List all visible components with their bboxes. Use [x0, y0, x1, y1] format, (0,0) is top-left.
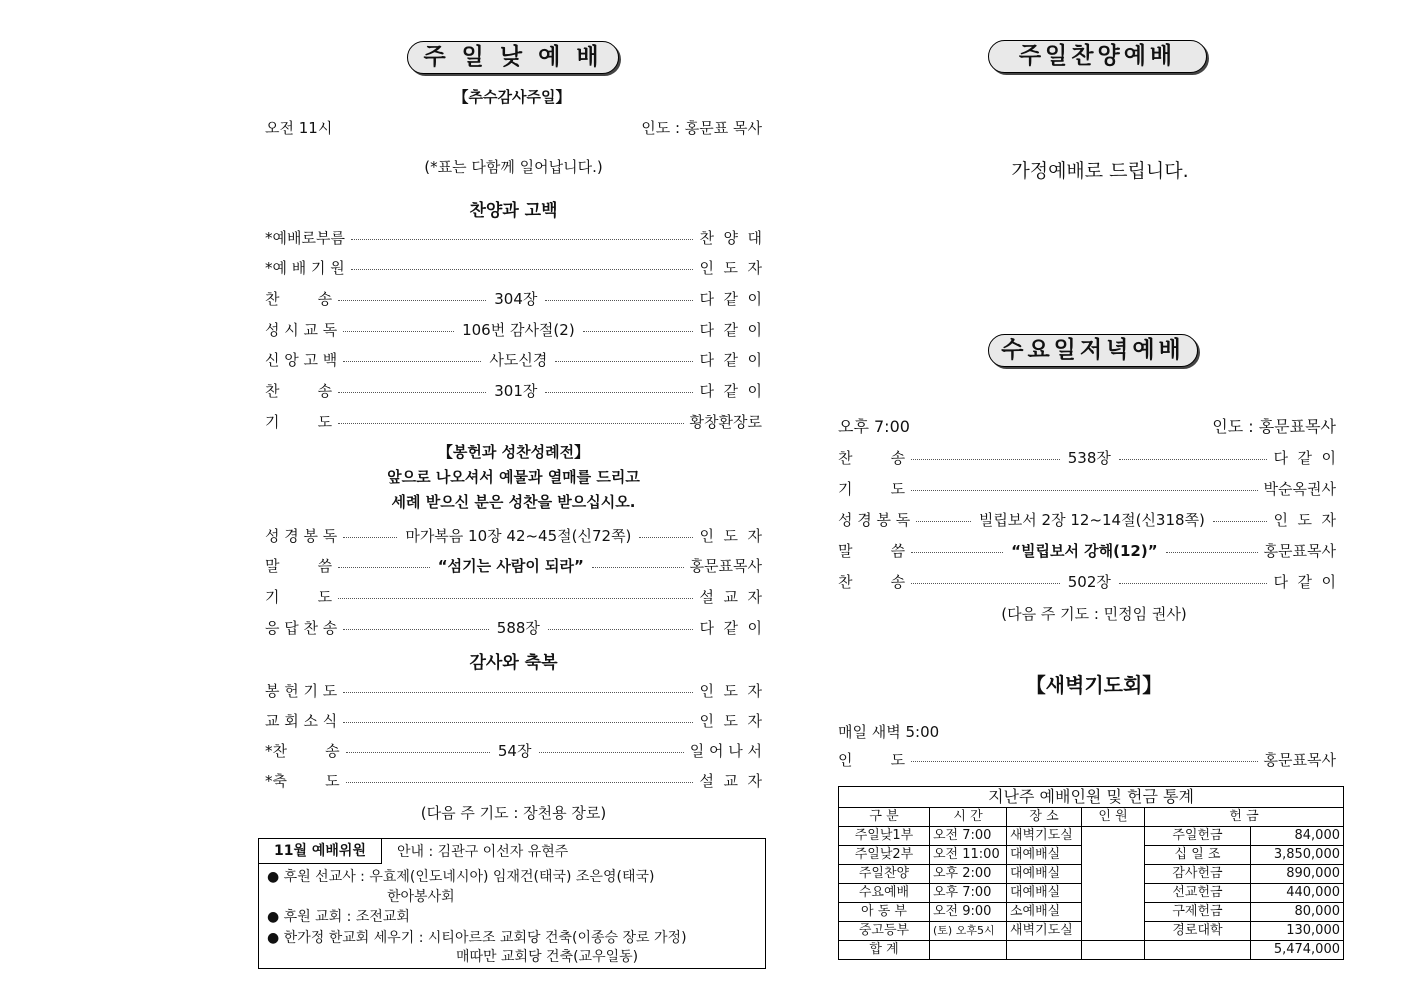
order-wed-item: [838, 508, 1336, 530]
order-thanks-label: *축 도: [265, 772, 340, 791]
order-wed-label: 기 도: [838, 479, 906, 498]
order-offering-content: 588장: [496, 618, 540, 637]
order-offering-item: [265, 555, 762, 577]
leader-dots: [338, 423, 683, 424]
mission-line-4: ● 한가정 한교회 세우기 : 시티아르조 교회당 건축(이종승 장로 가정): [267, 930, 687, 946]
order-praise-label: 기 도: [265, 412, 333, 431]
order-wed-item: [838, 477, 1336, 499]
order-wed-label: 성 경 봉 독: [838, 510, 911, 529]
order-offering-label: 말 씀: [265, 557, 333, 576]
stats-cell: 구제헌금: [1145, 903, 1251, 922]
order-thanks-item: [265, 679, 762, 701]
stats-cell: 선교헌금: [1145, 884, 1251, 903]
stats-cell: 80,000: [1251, 903, 1344, 922]
order-offering-label: 기 도: [265, 587, 333, 606]
committee-box: [258, 838, 766, 969]
stats-cell: [1082, 941, 1145, 960]
order-praise-person: 다 같 이: [699, 289, 763, 308]
order-offering-item: [265, 616, 762, 638]
section-praise-confession: 찬양과 고백: [469, 201, 558, 221]
leader-dots: [911, 490, 1257, 491]
order-praise-person: 찬 양 대: [699, 228, 762, 247]
order-praise-item: [265, 318, 762, 340]
order-wed-content: 538장: [1067, 448, 1111, 467]
stats-cell: 중고등부: [839, 922, 930, 941]
order-wed-label: 말 씀: [838, 542, 906, 561]
order-praise-item: [265, 226, 762, 248]
stats-cell: 대예배실: [1007, 865, 1082, 884]
order-offering-person: 설 교 자: [699, 587, 762, 606]
order-thanks-label: 교 회 소 식: [265, 711, 338, 730]
leader-dots: [1119, 583, 1268, 584]
order-praise-content: 304장: [494, 289, 538, 308]
service-time: 오전 11시: [265, 119, 333, 137]
order-thanks-label: 봉 헌 기 도: [265, 681, 338, 700]
wed-leader: 인도 : 홍문표목사: [1212, 417, 1336, 436]
stats-cell: 십 일 조: [1145, 846, 1251, 865]
order-praise-content: 106번 감사절(2): [462, 320, 575, 339]
leader-dots: [338, 300, 486, 301]
stats-cell: 오전 7:00: [930, 827, 1007, 846]
order-praise-person: 황창환장로: [689, 412, 762, 431]
leader-dots: [1119, 459, 1268, 460]
stats-cell: [930, 941, 1007, 960]
order-offering-person: 다 같 이: [699, 618, 762, 637]
stats-cell: 130,000: [1251, 922, 1344, 941]
committee-label: 11월 예배위원: [259, 839, 382, 864]
sunday-service-title: 주 일 낮 예 배: [407, 41, 619, 74]
order-wed-content: 빌립보서 2장 12~14절(신318쪽): [978, 510, 1205, 529]
leader-dots: [343, 331, 454, 332]
dawn-leader-label: 인 도: [838, 750, 906, 769]
order-offering-content: 마가복음 10장 42~45절(신72쪽): [405, 526, 632, 545]
order-praise-person: 다 같 이: [699, 320, 763, 339]
leader-dots: [555, 361, 693, 362]
order-praise-item: [265, 380, 762, 402]
order-thanks-person: 설 교 자: [699, 772, 762, 791]
leader-dots: [545, 392, 693, 393]
leader-dots: [338, 598, 693, 599]
order-praise-person: 인 도 자: [699, 259, 762, 278]
leader-dots: [548, 629, 694, 630]
stats-cell: 3,850,000: [1251, 846, 1344, 865]
order-wed-label: 찬 송: [838, 448, 906, 467]
dawn-prayer-title: 【새벽기도회】: [1025, 673, 1163, 697]
stats-cell: 대예배실: [1007, 884, 1082, 903]
leader-dots: [592, 567, 684, 568]
stats-cell: 감사헌금: [1145, 865, 1251, 884]
stats-row: [839, 941, 1344, 960]
order-wed-item: [838, 446, 1336, 468]
stats-cell: [1145, 941, 1251, 960]
order-wed-person: 홍문표목사: [1263, 542, 1337, 561]
stats-title: 지난주 예배인원 및 헌금 통계: [839, 787, 1344, 808]
committee-guide: 안내 : 김관구 이선자 유현주: [397, 844, 569, 860]
dawn-time: 매일 새벽 5:00: [838, 723, 940, 741]
order-thanks-item: [265, 709, 762, 731]
order-wed-person: 박순옥권사: [1263, 479, 1336, 498]
stats-cell: 수요예배: [839, 884, 930, 903]
leader-dots: [916, 521, 971, 522]
stats-header-row: [839, 808, 1344, 827]
order-praise-label: 성 시 교 독: [265, 320, 338, 339]
order-thanks-person: 인 도 자: [699, 681, 762, 700]
order-praise-item: [265, 349, 762, 371]
leader-dots: [1213, 521, 1268, 522]
order-offering-label: 응 답 찬 송: [265, 618, 338, 637]
service-subtitle: 【추수감사주일】: [453, 88, 571, 106]
order-praise-item: [265, 410, 762, 432]
leader-dots: [338, 392, 486, 393]
praise-service-note: 가정예배로 드립니다.: [1011, 160, 1189, 182]
order-thanks-person: 인 도 자: [699, 711, 762, 730]
mission-line-1: ● 후원 선교사 : 우효제(인도네시아) 임재건(태국) 조은영(태국): [267, 869, 655, 885]
order-praise-item: [265, 257, 762, 279]
wed-time: 오후 7:00: [838, 417, 910, 436]
order-praise-label: 찬 송: [265, 289, 333, 308]
order-thanks-item: [265, 740, 762, 762]
service-leader: 인도 : 홍문표 목사: [641, 119, 762, 137]
stats-cell: 주일낮2부: [839, 846, 930, 865]
offering-instruction-1: 앞으로 나오셔서 예물과 열매를 드리고: [387, 468, 640, 486]
stats-cell: 오후 2:00: [930, 865, 1007, 884]
order-wed-person: 인 도 자: [1273, 510, 1337, 529]
order-wed-item: [838, 540, 1336, 562]
stats-cell: 주일헌금: [1145, 827, 1251, 846]
stats-cell: (토) 오후5시: [930, 922, 1007, 941]
order-praise-person: 다 같 이: [699, 351, 762, 370]
stats-cell: 84,000: [1251, 827, 1344, 846]
order-thanks-content: 54장: [497, 742, 532, 761]
order-praise-person: 다 같 이: [699, 382, 763, 400]
order-wed-item: [838, 571, 1336, 593]
stats-cell: 오전 11:00: [930, 846, 1007, 865]
leader-dots: [338, 567, 430, 568]
stats-table: [838, 786, 1344, 960]
stats-row: [839, 827, 1344, 846]
stats-cell: 경로대학: [1145, 922, 1251, 941]
stand-note: (*표는 다함께 일어납니다.): [424, 158, 603, 176]
leader-dots: [539, 752, 683, 753]
stats-cell: [1007, 941, 1082, 960]
mission-line-3: ● 후원 교회 : 조전교회: [267, 909, 410, 925]
order-wed-person: 다 같 이: [1273, 573, 1337, 592]
order-wed-person: 다 같 이: [1273, 448, 1337, 467]
next-week-prayer: (다음 주 기도 : 장천용 장로): [420, 804, 607, 822]
leader-dots: [343, 692, 693, 693]
order-offering-content: “섬기는 사람이 되라”: [437, 557, 584, 576]
header-category: 구 분: [839, 808, 930, 827]
service-time-row: [265, 117, 762, 138]
order-thanks-item: [265, 770, 762, 792]
offering-instruction-2: 세례 받으신 분은 성찬을 받으십시오.: [391, 493, 636, 511]
order-thanks-person: 일 어 나 서: [689, 742, 762, 761]
order-wed-content: 502장: [1067, 573, 1111, 592]
leader-dots: [911, 583, 1060, 584]
stats-cell: 주일찬양: [839, 865, 930, 884]
header-attendance: 인 원: [1082, 808, 1145, 827]
wed-next-prayer: (다음 주 기도 : 민정임 권사): [1001, 605, 1187, 623]
leader-dots: [343, 361, 481, 362]
order-praise-label: *예배로부름: [265, 228, 345, 247]
header-time: 시 간: [930, 808, 1007, 827]
leader-dots: [346, 782, 694, 783]
stats-cell: 소예배실: [1007, 903, 1082, 922]
stats-cell: 대예배실: [1007, 846, 1082, 865]
order-offering-person: 홍문표목사: [689, 557, 763, 576]
order-offering-item: [265, 524, 762, 546]
leader-dots: [639, 537, 693, 538]
order-thanks-label: *찬 송: [265, 742, 340, 761]
leader-dots: [911, 761, 1257, 762]
order-praise-content: 사도신경: [489, 351, 548, 370]
order-praise-label: *예 배 기 원: [265, 259, 345, 278]
leader-dots: [351, 239, 694, 240]
mission-line-5: 매따만 교회당 건축(교우일동): [456, 949, 639, 965]
dawn-leader-name: 홍문표목사: [1263, 750, 1336, 769]
wednesday-service-title: 수요일저녁예배: [988, 334, 1198, 367]
dawn-leader-row: [838, 748, 1336, 770]
order-praise-item: [265, 287, 762, 309]
leader-dots: [911, 552, 1003, 553]
stats-cell: 합 계: [839, 941, 930, 960]
order-praise-label: 신 앙 고 백: [265, 351, 338, 370]
order-offering-label: 성 경 봉 독: [265, 526, 338, 545]
order-praise-label: 찬 송: [265, 382, 333, 400]
stats-cell: 새벽기도실: [1007, 922, 1082, 941]
stats-cell: 890,000: [1251, 865, 1344, 884]
leader-dots: [545, 300, 693, 301]
stats-cell: 오후 7:00: [930, 884, 1007, 903]
mission-line-2: 한아봉사회: [387, 889, 455, 905]
leader-dots: [343, 722, 693, 723]
stats-cell: 5,474,000: [1251, 941, 1344, 960]
order-offering-item: [265, 585, 762, 607]
stats-cell: 주일낮1부: [839, 827, 930, 846]
order-offering-person: 인 도 자: [699, 526, 763, 545]
order-wed-content: “빌립보서 강해(12)”: [1011, 542, 1158, 561]
leader-dots: [343, 629, 489, 630]
praise-service-title: 주일찬양예배: [988, 40, 1207, 73]
stats-cell: 아 동 부: [839, 903, 930, 922]
order-praise-content: 301장: [494, 382, 538, 400]
leader-dots: [583, 331, 694, 332]
wed-time-row: [838, 414, 1336, 437]
header-place: 장 소: [1007, 808, 1082, 827]
stats-cell: 오전 9:00: [930, 903, 1007, 922]
section-thanks-blessing: 감사와 축복: [469, 653, 558, 673]
order-wed-label: 찬 송: [838, 573, 906, 592]
stats-cell: 새벽기도실: [1007, 827, 1082, 846]
leader-dots: [911, 459, 1060, 460]
leader-dots: [346, 752, 490, 753]
leader-dots: [351, 269, 694, 270]
stats-cell: 440,000: [1251, 884, 1344, 903]
stats-cell: [1082, 827, 1145, 941]
leader-dots: [1166, 552, 1258, 553]
offering-section-title: 【봉헌과 성찬성례전】: [437, 443, 590, 461]
header-offering: 헌 금: [1145, 808, 1344, 827]
leader-dots: [343, 537, 397, 538]
